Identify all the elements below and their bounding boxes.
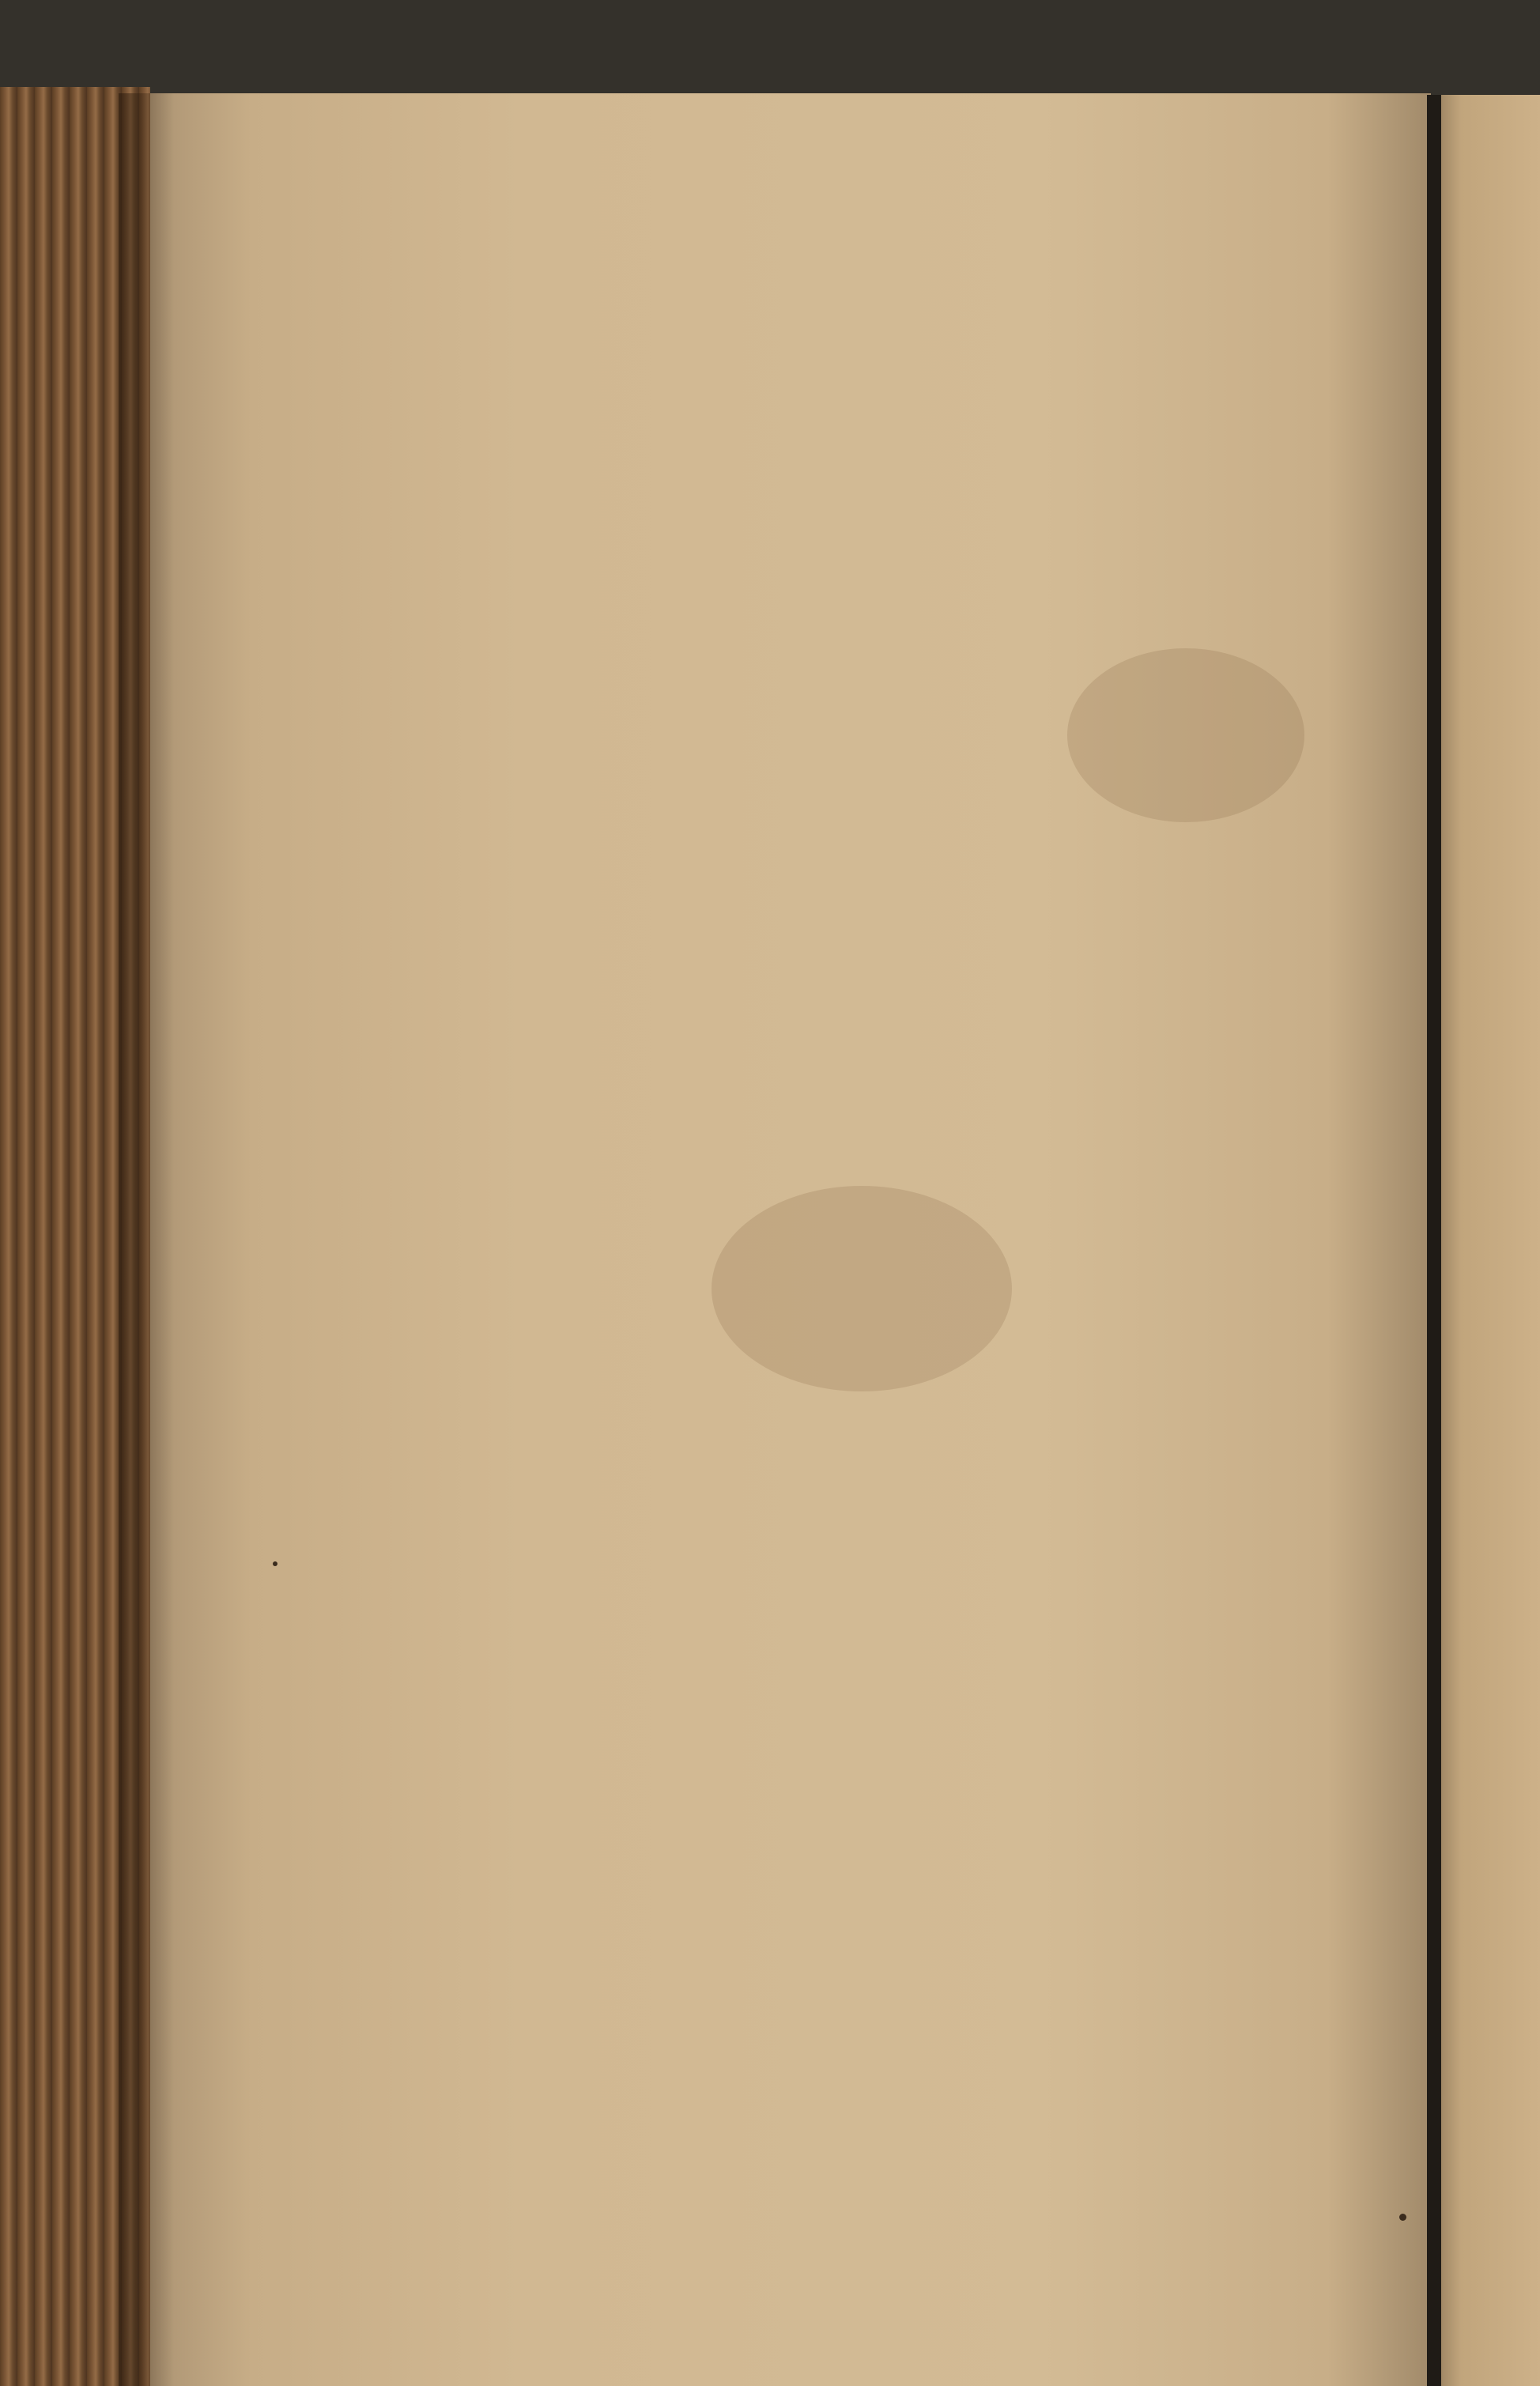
- ink-dot: [273, 1561, 277, 1566]
- gutter-shadow: [119, 93, 174, 2386]
- paper-stain: [711, 1186, 1012, 1391]
- facing-page: [1427, 95, 1540, 2386]
- ink-dot: [1399, 2214, 1406, 2221]
- paper-stain: [1067, 648, 1304, 822]
- chapter-subtitle: [680, 514, 1391, 560]
- facing-page-gutter: [1427, 95, 1441, 2386]
